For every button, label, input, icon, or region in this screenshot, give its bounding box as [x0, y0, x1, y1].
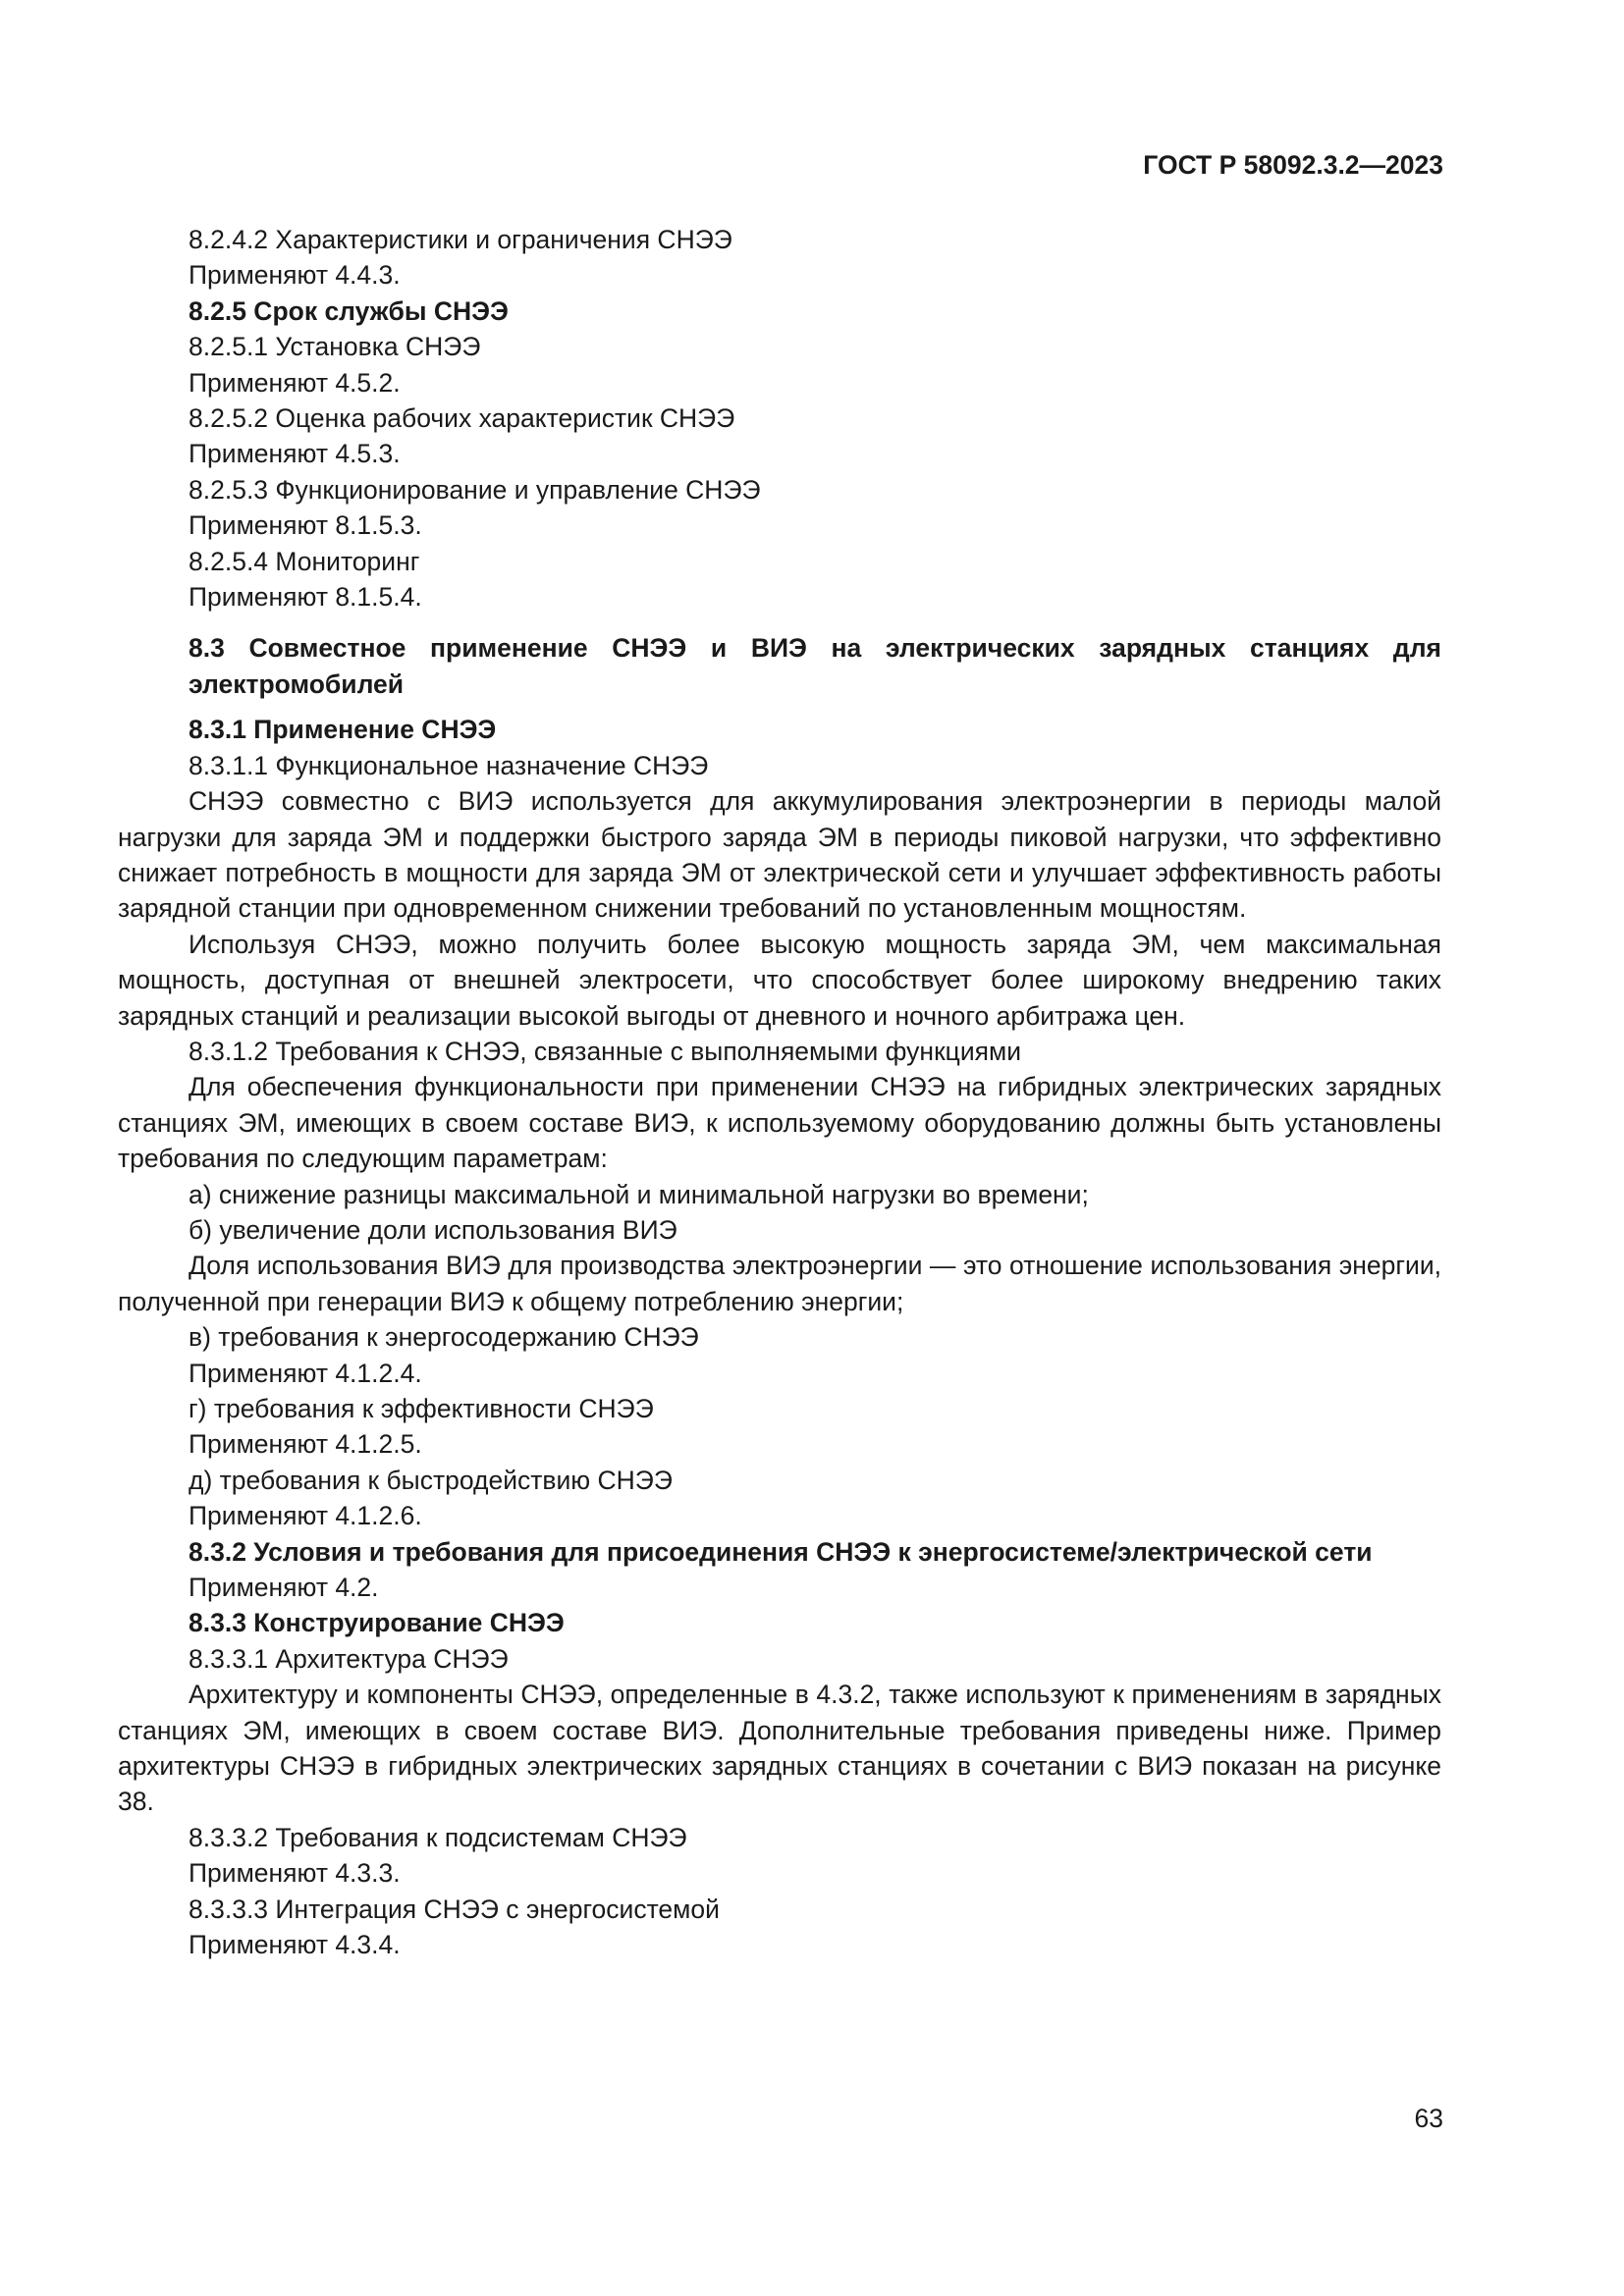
paragraph: Используя СНЭЭ, можно получить более высокую мощность заряда ЭМ, чем максимальная мощность, доступная от внешней электросети, что способствует более широкому внедрению таких зарядных станций и реализации высокой выгоды от дневного и ночного арбитража цен. [118, 929, 1441, 1031]
clause-8-2-5-2: 8.2.5.2 Оценка рабочих характеристик СНЭЭ [189, 403, 735, 434]
clause-8-3-1-1: 8.3.1.1 Функциональное назначение СНЭЭ [189, 750, 709, 780]
clause-8-3-3-3: 8.3.3.3 Интеграция СНЭЭ с энергосистемой [189, 1894, 720, 1924]
subsection-heading-8-2-5: 8.2.5 Срок службы СНЭЭ [189, 295, 509, 326]
apply-line: Применяют 4.3.4. [189, 1930, 401, 1960]
list-item-d: д) требования к быстродействию СНЭЭ [189, 1465, 673, 1495]
clause-8-2-4-2: 8.2.4.2 Характеристики и ограничения СНЭЭ [189, 225, 732, 254]
subsection-heading-8-3-2: 8.3.2 Условия и требования для присоединения СНЭЭ к энергосистеме/электрической сети [189, 1536, 1373, 1567]
clause-8-3-3-1: 8.3.3.1 Архитектура СНЭЭ [189, 1643, 509, 1674]
paragraph: Доля использования ВИЭ для производства электроэнергии — это отношение использования энергии, полученной при генерации ВИЭ к общему потреблению энергии; [118, 1251, 1441, 1316]
list-item-b: б) увеличение доли использования ВИЭ [189, 1214, 677, 1245]
subsection-heading-8-3-1: 8.3.1 Применение СНЭЭ [189, 715, 497, 745]
section-heading-8-3: 8.3 Совместное применение СНЭЭ и ВИЭ на электрических зарядных станциях для электромобилей [189, 633, 1441, 699]
apply-line: Применяют 8.1.5.3. [189, 510, 422, 541]
clause-8-3-3-2: 8.3.3.2 Требования к подсистемам СНЭЭ [189, 1822, 687, 1852]
apply-line: Применяют 4.5.2. [189, 367, 401, 398]
clause-8-2-5-4: 8.2.5.4 Мониторинг [189, 546, 420, 576]
paragraph: Для обеспечения функциональности при применении СНЭЭ на гибридных электрических зарядных станциях ЭМ, имеющих в своем составе ВИЭ, к используемому оборудованию должны быть установлены требования по следующим параметрам: [118, 1072, 1441, 1174]
clause-8-2-5-3: 8.2.5.3 Функционирование и управление СНЭЭ [189, 474, 761, 505]
apply-line: Применяют 4.3.3. [189, 1858, 401, 1889]
list-item-v: в) требования к энергосодержанию СНЭЭ [189, 1322, 699, 1353]
apply-line: Применяют 4.1.2.5. [189, 1429, 422, 1460]
paragraph: СНЭЭ совместно с ВИЭ используется для аккумулирования электроэнергии в периоды малой нагрузки для заряда ЭМ и поддержки быстрого заряда ЭМ в периоды пиковой нагрузки, что эффективно снижает потребность в мощности для заряда ЭМ от электрической сети и улучшает эффективность работы зарядной станции при одновременном снижении требований по установленным мощностям. [118, 786, 1441, 924]
list-item-g: г) требования к эффективности СНЭЭ [189, 1394, 654, 1423]
apply-line: Применяют 4.1.2.6. [189, 1501, 422, 1531]
apply-line: Применяют 4.4.3. [189, 260, 401, 291]
clause-8-3-1-2: 8.3.1.2 Требования к СНЭЭ, связанные с выполняемыми функциями [189, 1036, 1022, 1066]
list-item-a: а) снижение разницы максимальной и минимальной нагрузки во времени; [189, 1179, 1089, 1209]
apply-line: Применяют 4.5.3. [189, 439, 401, 469]
document-body [118, 222, 1441, 1963]
paragraph: Архитектуру и компоненты СНЭЭ, определенные в 4.3.2, также используют к применениям в зарядных станциях ЭМ, имеющих в своем составе ВИЭ. Дополнительные требования приведены ниже. Пример архитектуры СНЭЭ в гибридных электрических зарядных станциях в сочетании с ВИЭ показан на рисунке 38. [118, 1680, 1441, 1817]
page-number: 63 [1414, 2104, 1443, 2133]
apply-line: Применяют 4.1.2.4. [189, 1358, 422, 1388]
clause-8-2-5-1: 8.2.5.1 Установка СНЭЭ [189, 332, 481, 362]
apply-line: Применяют 8.1.5.4. [189, 582, 422, 613]
standard-id: ГОСТ Р 58092.3.2—2023 [1143, 150, 1443, 180]
apply-line: Применяют 4.2. [189, 1573, 379, 1603]
subsection-heading-8-3-3: 8.3.3 Конструирование СНЭЭ [189, 1608, 565, 1638]
